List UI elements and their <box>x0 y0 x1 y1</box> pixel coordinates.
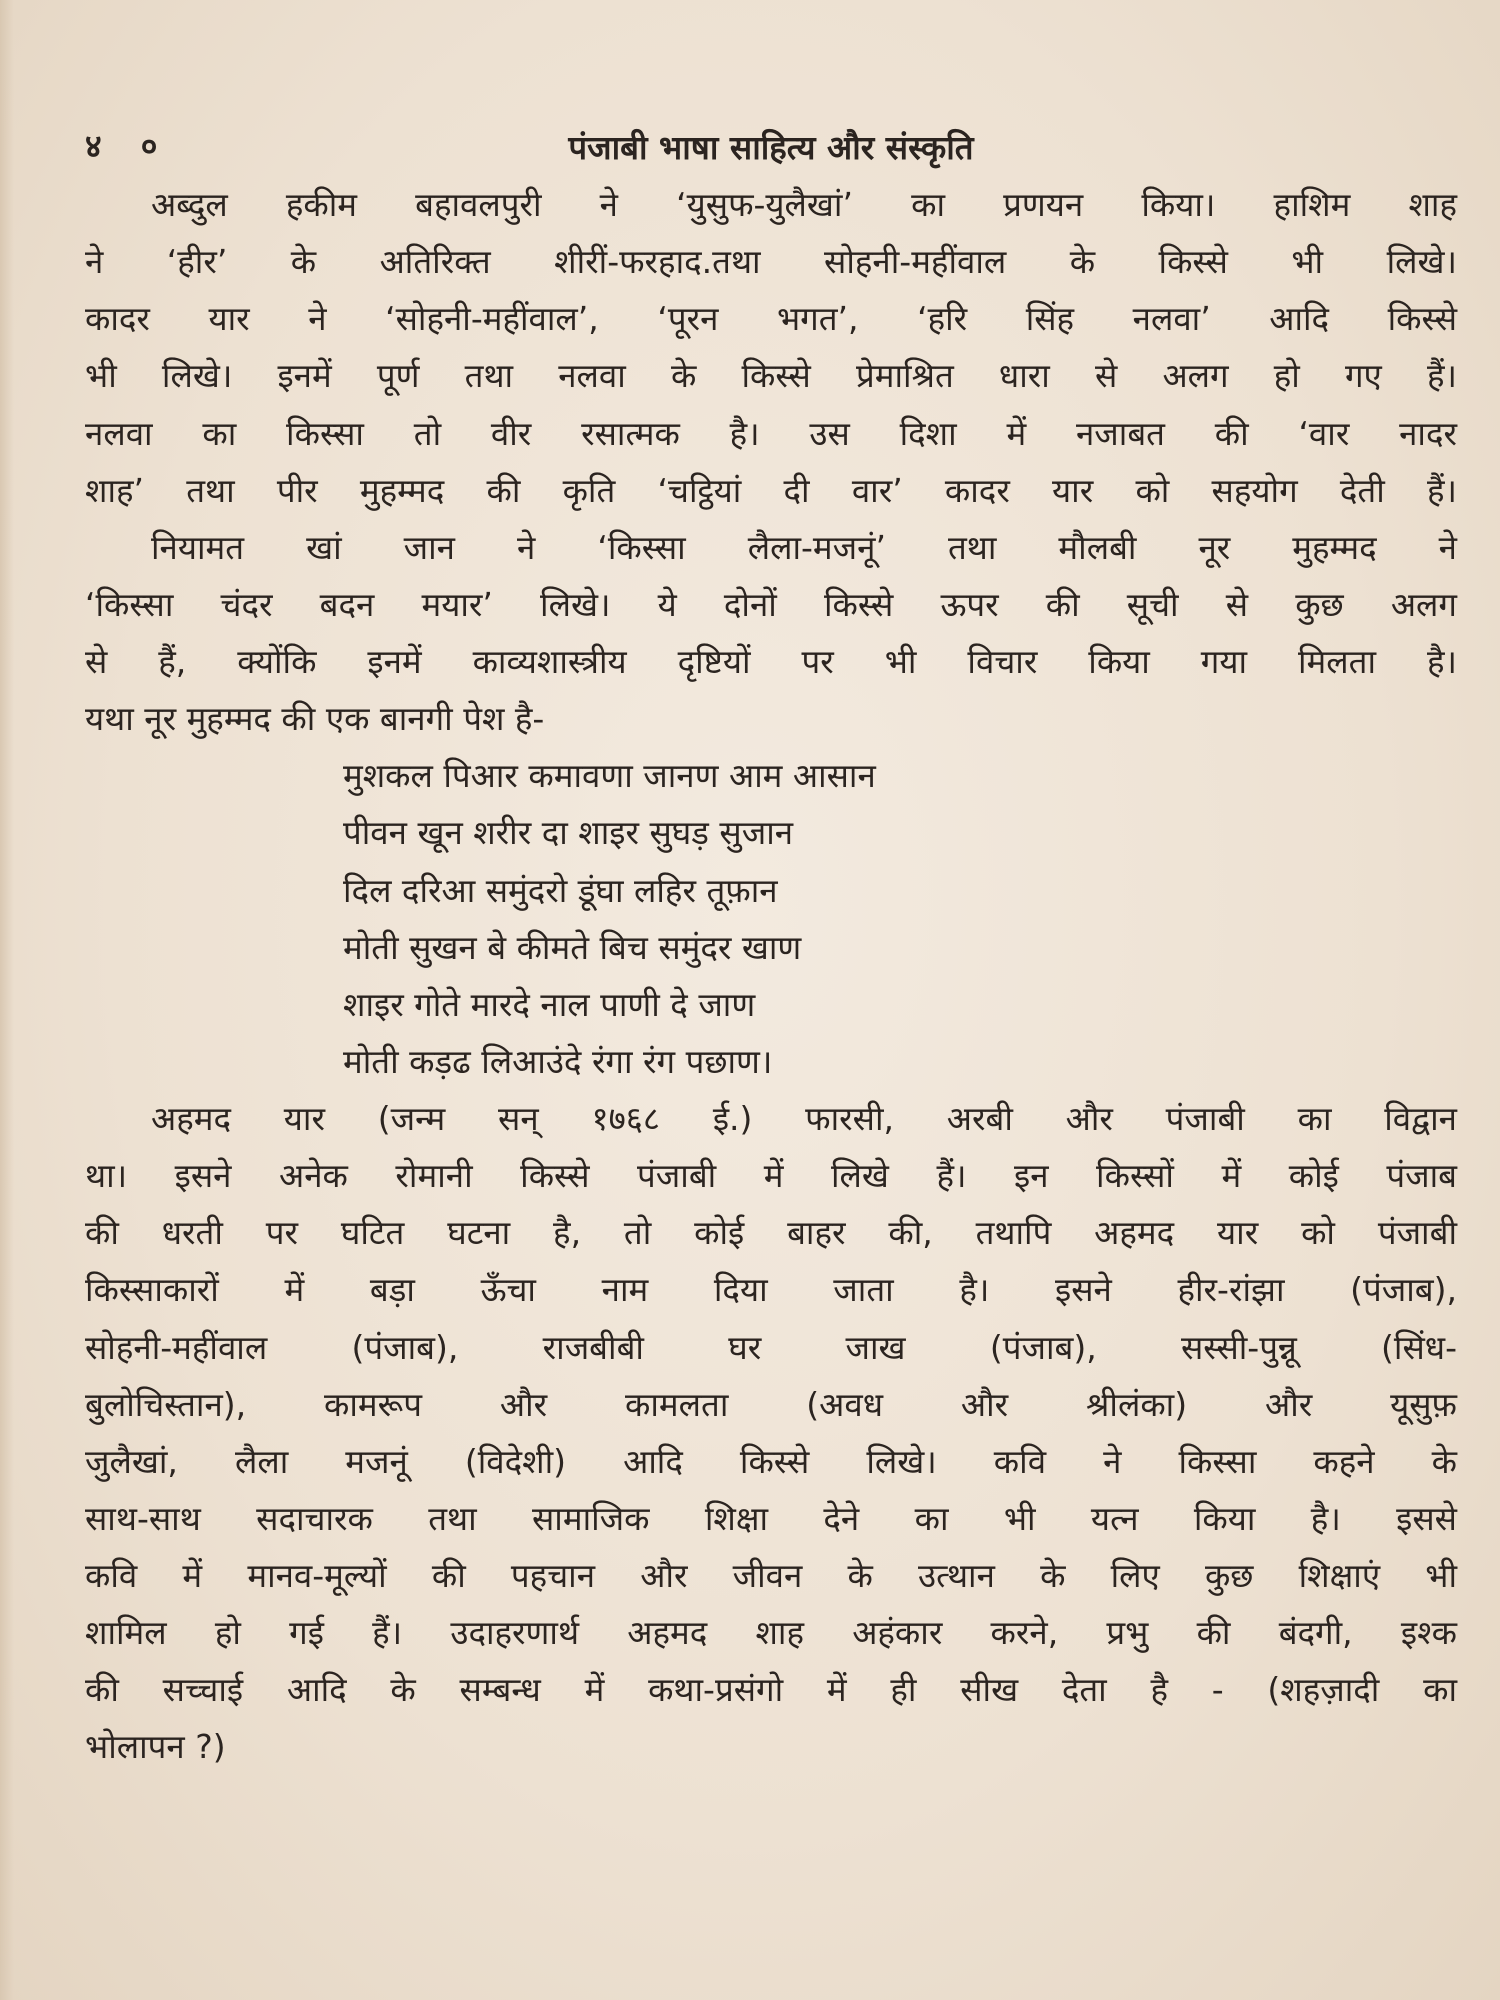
text-line: कवि में मानव-मूल्यों की पहचान और जीवन के उत्थान के लिए कुछ शिक्षाएं भी <box>85 1556 1457 1595</box>
body-text <box>85 176 1457 1776</box>
page-number: ४ ० <box>85 127 172 165</box>
text-line: शाह’ तथा पीर मुहम्मद की कृति ‘चट्ठियां दी वार’ कादर यार को सहयोग देती हैं। <box>85 470 1457 510</box>
text-line: शामिल हो गई हैं। उदाहरणार्थ अहमद शाह अहंकार करने, प्रभु की बंदगी, इश्क <box>85 1613 1457 1653</box>
text-line: की धरती पर घटित घटना है, तो कोई बाहर की, तथापि अहमद यार को पंजाबी <box>85 1213 1457 1253</box>
text-line: था। इसने अनेक रोमानी किस्से पंजाबी में लिखे हैं। इन किस्सों में कोई पंजाब <box>85 1156 1457 1196</box>
text-line: किस्साकारों में बड़ा ऊँचा नाम दिया जाता है। इसने हीर-रांझा (पंजाब), <box>85 1270 1457 1310</box>
text-line: भोलापन ?) <box>85 1727 226 1767</box>
verse-line: मुशकल पिआर कमावणा जानण आम आसान <box>343 756 876 796</box>
text-line: यथा नूर मुहम्मद की एक बानगी पेश है- <box>85 699 545 739</box>
text-line: भी लिखे। इनमें पूर्ण तथा नलवा के किस्से प्रेमाश्रित धारा से अलग हो गए हैं। <box>85 356 1457 396</box>
verse-line: मोती सुखन बे कीमते बिच समुंदर खाण <box>343 927 802 967</box>
text-line: कादर यार ने ‘सोहनी-महींवाल’, ‘पूरन भगत’, ‘हरि सिंह नलवा’ आदि किस्से <box>85 299 1457 339</box>
text-line: ने ‘हीर’ के अतिरिक्त शीरीं-फरहाद.तथा सोहनी-महींवाल के किस्से भी लिखे। <box>85 242 1457 282</box>
text-line: साथ-साथ सदाचारक तथा सामाजिक शिक्षा देने का भी यत्न किया है। इससे <box>85 1498 1457 1538</box>
verse-line: दिल दरिआ समुंदरो डूंघा लहिर तूफ़ान <box>343 870 778 910</box>
text-line: ‘किस्सा चंदर बदन मयार’ लिखे। ये दोनों किस्से ऊपर की सूची से कुछ अलग <box>85 584 1457 624</box>
verse-line: मोती कड़ढ लिआउंदे रंगा रंग पछाण। <box>343 1041 773 1081</box>
page-header <box>85 124 1457 174</box>
verse-line: पीवन खून शरीर दा शाइर सुघड़ सुजान <box>343 813 794 853</box>
text-line: बुलोचिस्तान), कामरूप और कामलता (अवध और श्रीलंका) और यूसुफ़ <box>85 1384 1457 1424</box>
running-title: पंजाबी भाषा साहित्य और संस्कृति <box>568 128 974 167</box>
text-line: नलवा का किस्सा तो वीर रसात्मक है। उस दिशा में नजाबत की ‘वार नादर <box>85 413 1457 453</box>
verse-line: शाइर गोते मारदे नाल पाणी दे जाण <box>343 984 756 1024</box>
text-line: जुलैखां, लैला मजनूं (विदेशी) आदि किस्से लिखे। कवि ने किस्सा कहने के <box>85 1441 1457 1481</box>
page-edge-shadow <box>0 0 14 2000</box>
text-line: अहमद यार (जन्म सन् १७६८ ई.) फारसी, अरबी और पंजाबी का विद्वान <box>151 1099 1457 1138</box>
text-line: नियामत खां जान ने ‘किस्सा लैला-मजनूं’ तथा मौलबी नूर मुहम्मद ने <box>151 527 1457 567</box>
text-line: की सच्चाई आदि के सम्बन्ध में कथा-प्रसंगो में ही सीख देता है - (शहज़ादी का <box>85 1670 1457 1710</box>
text-line: सोहनी-महींवाल (पंजाब), राजबीबी घर जाख (पंजाब), सस्सी-पुन्नू (सिंध- <box>85 1327 1457 1367</box>
text-line: अब्दुल हकीम बहावलपुरी ने ‘युसुफ-युलैखां’ का प्रणयन किया। हाशिम शाह <box>151 185 1457 224</box>
text-line: से हैं, क्योंकि इनमें काव्यशास्त्रीय दृष्टियों पर भी विचार किया गया मिलता है। <box>85 642 1457 681</box>
